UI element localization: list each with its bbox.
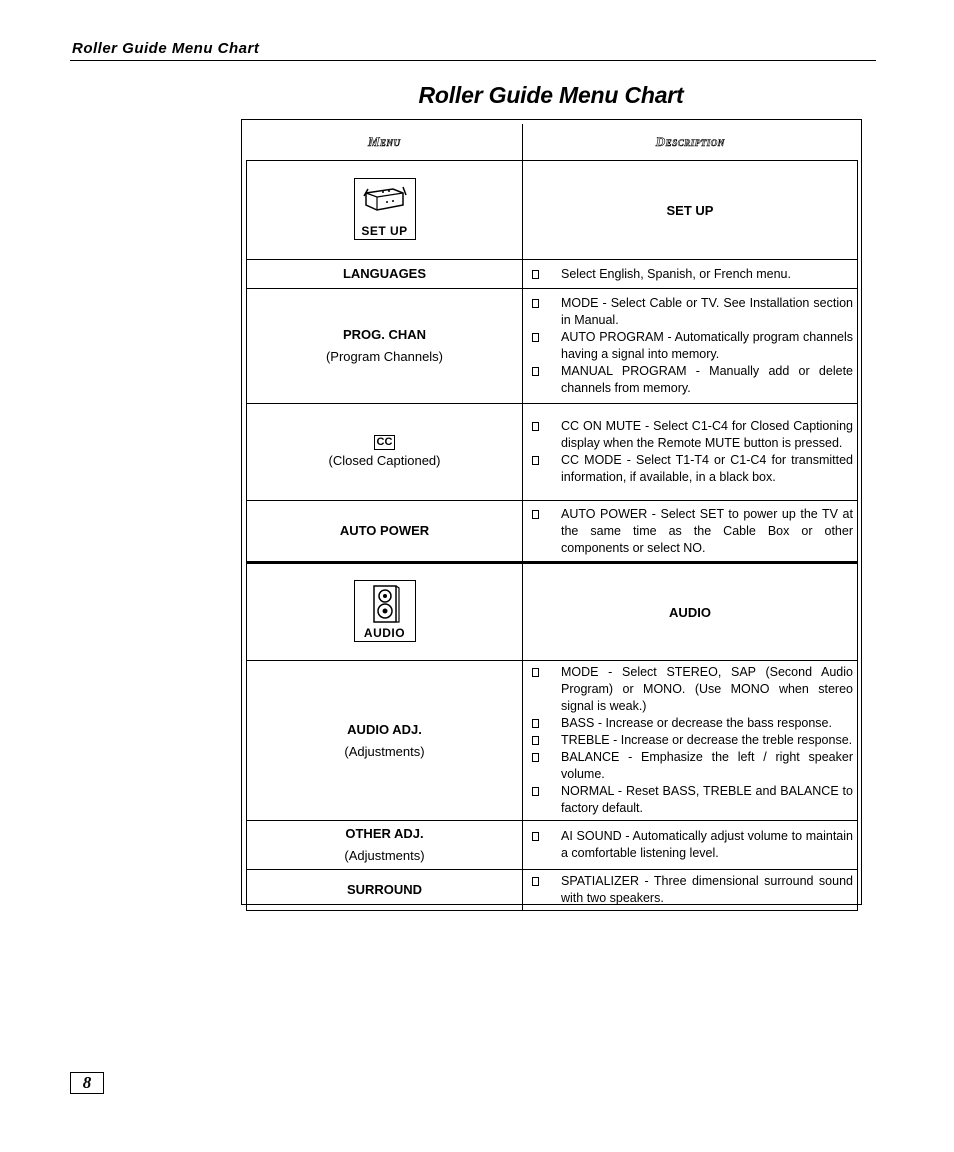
- list-item: MODE - Select Cable or TV. See Installation section in Manual.: [523, 295, 853, 329]
- languages-menu-cell: [247, 260, 523, 289]
- setup-icon-label: SET UP: [361, 223, 408, 238]
- checkbox-bullet-icon: [532, 668, 539, 677]
- audio-icon-label: AUDIO: [363, 625, 406, 640]
- table-row: [247, 161, 858, 260]
- languages-title: LANGUAGES: [342, 266, 427, 281]
- checkbox-bullet-icon: [532, 832, 539, 841]
- list-item: AUTO POWER - Select SET to power up the TV at the same time as the Cable Box or other components or select NO.: [523, 506, 853, 557]
- checkbox-bullet-icon: [532, 753, 539, 762]
- list-item: AUTO PROGRAM - Automatically program channels having a signal into memory.: [523, 329, 853, 363]
- checkbox-bullet-icon: [532, 333, 539, 342]
- checkbox-bullet-icon: [532, 736, 539, 745]
- prog-chan-menu-cell: [247, 289, 523, 404]
- header-rule: [70, 60, 876, 61]
- list-item: CC MODE - Select T1-T4 or C1-C4 for transmitted information, if available, in a black box.: [523, 452, 853, 486]
- auto-power-menu-cell: [247, 501, 523, 563]
- table-row: [247, 821, 858, 870]
- menu-header-label: Menu: [367, 134, 401, 149]
- page-number: 8: [70, 1072, 104, 1094]
- prog-chan-subtitle: (Program Channels): [325, 349, 444, 364]
- checkbox-bullet-icon: [532, 456, 539, 465]
- checkbox-bullet-icon: [532, 719, 539, 728]
- list-item: TREBLE - Increase or decrease the treble response.: [523, 732, 853, 749]
- list-item: Select English, Spanish, or French menu.: [523, 266, 853, 283]
- table-row: [247, 661, 858, 821]
- prog-chan-description-cell: [523, 289, 858, 404]
- surround-title: SURROUND: [346, 882, 423, 897]
- checkbox-bullet-icon: [532, 510, 539, 519]
- page-title: Roller Guide Menu Chart: [418, 82, 684, 108]
- checkbox-bullet-icon: [532, 877, 539, 886]
- table-row: [247, 870, 858, 911]
- menu-column-header: [247, 124, 523, 161]
- audio-category-label: AUDIO: [669, 604, 711, 620]
- list-item: BALANCE - Emphasize the left / right speaker volume.: [523, 749, 853, 783]
- table-row: [247, 563, 858, 661]
- surround-menu-cell: [247, 870, 523, 911]
- other-adj-description-cell: [523, 821, 858, 870]
- other-adj-subtitle: (Adjustments): [344, 848, 425, 863]
- table-row: [247, 404, 858, 501]
- audio-adj-description-cell: [523, 661, 858, 821]
- closed-caption-icon: CC: [374, 435, 396, 450]
- table-row: [247, 289, 858, 404]
- checkbox-bullet-icon: [532, 270, 539, 279]
- list-item: CC ON MUTE - Select C1-C4 for Closed Captioning display when the Remote MUTE button is pressed.: [523, 418, 853, 452]
- speaker-icon: [371, 584, 401, 624]
- audio-adj-menu-cell: [247, 661, 523, 821]
- checkbox-bullet-icon: [532, 299, 539, 308]
- menu-chart: [241, 119, 862, 905]
- setup-category-label: SET UP: [666, 202, 714, 218]
- auto-power-title: AUTO POWER: [339, 523, 430, 538]
- setup-description-cell: [523, 161, 858, 260]
- toolbox-icon: [363, 183, 407, 213]
- list-item: MODE - Select STEREO, SAP (Second Audio Program) or MONO. (Use MONO when stereo signal is weak.): [523, 664, 853, 715]
- list-item: MANUAL PROGRAM - Manually add or delete channels from memory.: [523, 363, 853, 397]
- description-column-header: [523, 124, 858, 161]
- cc-description-cell: [523, 404, 858, 501]
- list-item: NORMAL - Reset BASS, TREBLE and BALANCE to factory default.: [523, 783, 853, 817]
- checkbox-bullet-icon: [532, 422, 539, 431]
- table-row: [247, 501, 858, 563]
- other-adj-menu-cell: [247, 821, 523, 870]
- other-adj-title: OTHER ADJ.: [345, 826, 424, 841]
- description-header-label: Description: [655, 134, 725, 149]
- list-item: BASS - Increase or decrease the bass response.: [523, 715, 853, 732]
- cc-subtitle: (Closed Captioned): [328, 452, 441, 468]
- audio-description-cell: [523, 563, 858, 661]
- setup-menu-cell: [247, 161, 523, 260]
- audio-adj-title: AUDIO ADJ.: [347, 721, 422, 737]
- cc-menu-cell: [247, 404, 523, 501]
- table-row: [247, 260, 858, 289]
- audio-menu-cell: [247, 563, 523, 661]
- checkbox-bullet-icon: [532, 367, 539, 376]
- running-head: Roller Guide Menu Chart: [72, 40, 260, 57]
- list-item: SPATIALIZER - Three dimensional surround sound with two speakers.: [523, 873, 853, 907]
- table-header-row: [247, 124, 858, 161]
- list-item: AI SOUND - Automatically adjust volume to maintain a comfortable listening level.: [523, 828, 853, 862]
- prog-chan-title: PROG. CHAN: [342, 327, 427, 342]
- auto-power-description-cell: [523, 501, 858, 563]
- setup-toolbox-icon: [354, 178, 416, 240]
- checkbox-bullet-icon: [532, 787, 539, 796]
- audio-speaker-icon: [354, 580, 416, 642]
- languages-description-cell: [523, 260, 858, 289]
- menu-table: [246, 124, 858, 911]
- audio-adj-subtitle: (Adjustments): [344, 743, 425, 759]
- surround-description-cell: [523, 870, 858, 911]
